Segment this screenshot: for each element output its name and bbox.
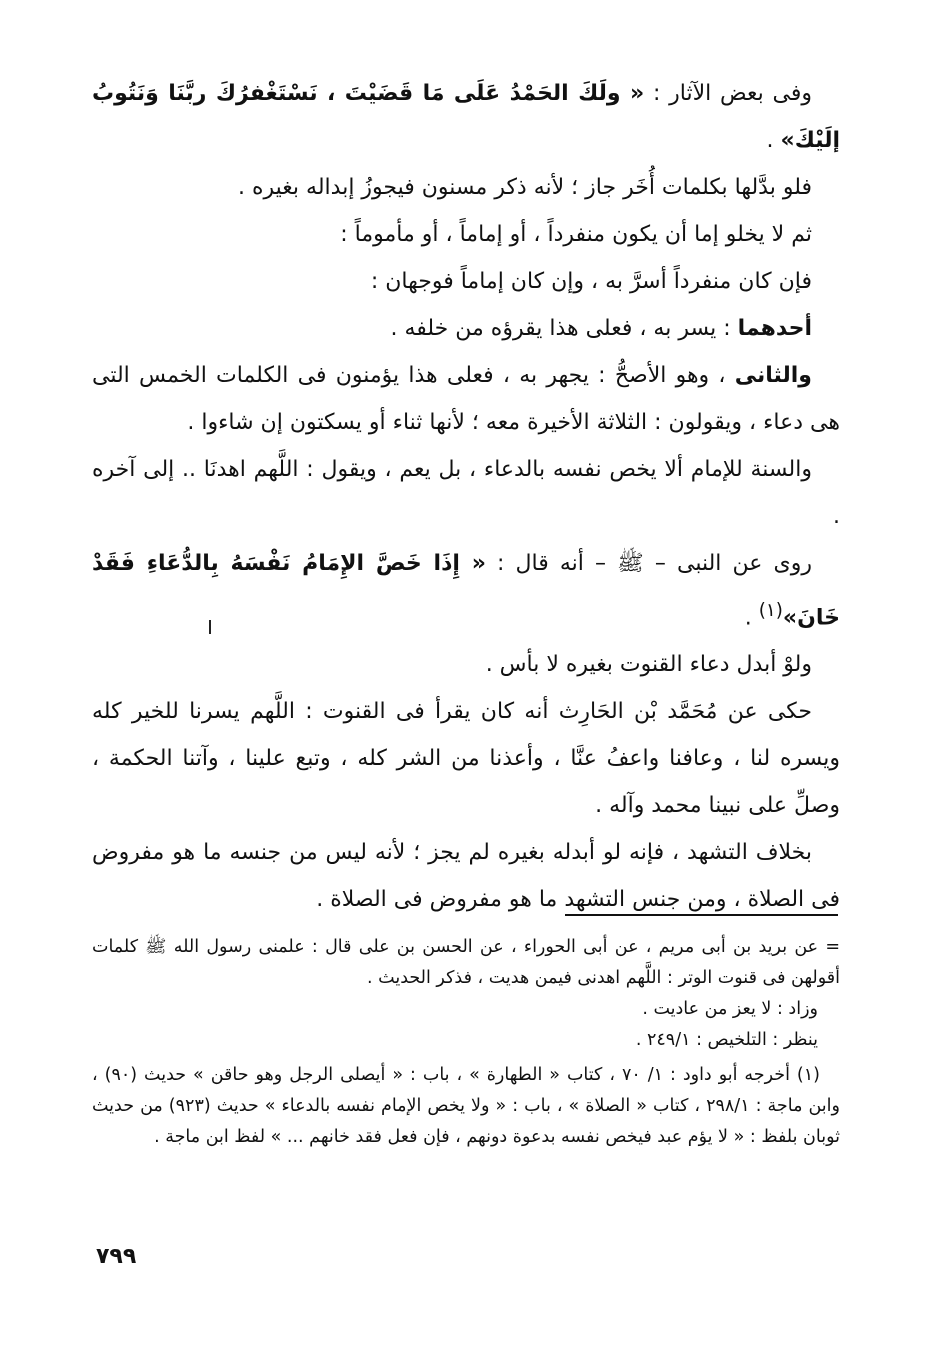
paragraph-cases: ثم لا يخلو إما أن يكون منفرداً ، أو إماماً ، أو مأموماً : (340, 222, 812, 247)
paragraph-second-view (92, 352, 840, 446)
second-view-text: ، وهو الأصحُّ : يجهر به ، فعلى هذا يؤمنون فى الكلمات الخمس التى هى دعاء ، ويقولون : الثلاثة الأخيرة معه ؛ لأنها ثناء أو يسكتون إن شاءوا . (92, 363, 840, 435)
hadith-end: . (744, 605, 759, 631)
paragraph-qunut: ولوْ أبدل دعاء القنوت بغيره لا بأس . (485, 652, 812, 678)
main-text (92, 70, 840, 923)
paragraph-substitution: فلو بدَّلها بكلمات أُخَر جاز ؛ لأنه ذكر مسنون فيجوزُ إبداله بغيره . (238, 175, 812, 200)
paragraph-athar (92, 70, 840, 164)
hadith-intro: روى عن النبى – ﷺ – أنه قال : (485, 551, 812, 576)
paragraph-hadith (92, 540, 840, 641)
paragraph-athar-end: . (766, 128, 781, 153)
footnotes (92, 932, 840, 1153)
paragraph-harith: حكى عن مُحَمَّد بْن الحَارِث أنه كان يقرأ فى القنوت : اللَّهم يسرنا للخير كله ويسره لنا ، وعافنا واعفُ عنَّا ، وأعذنا من الشر كله ، وتبع علينا ، وآتنا الحكمة ، وصلِّ على نبينا محمد وآله . (92, 699, 840, 819)
first-view-text: : يسر به ، فعلى هذا يقرؤه من خلفه . (390, 316, 738, 341)
paragraph-first-view (92, 305, 840, 352)
paragraph-alone: فإن كان منفرداً أسرَّ به ، وإن كان إماماً فوجهان : (370, 269, 812, 294)
first-view-label: أحدهما (737, 316, 812, 341)
second-view-label: والثانى (734, 363, 812, 388)
footnote-1: (١) أخرجه أبو داود : ١/ ٧٠ ، كتاب « الطهارة » ، باب : « أيصلى الرجل وهو حاقن » حديث (٩٠) ، وابن ماجة : ٢٩٨/١ ، كتاب « الصلاة » ، باب : « ولا يخص الإمام نفسه بالدعاء » حديث (٩٢٣) من حديث ثوبان بلفظ : « لا يؤم عبد فيخص نفسه بدعوة دونهم ، فإن فعل فقد خانهم ... » لفظ ابن ماجة . (92, 1065, 840, 1147)
footnote-divider (565, 914, 838, 916)
footnote-ref-1[interactable]: (١) (758, 600, 783, 621)
stray-mark (209, 620, 211, 634)
paragraph-sunnah: والسنة للإمام ألا يخص نفسه بالدعاء ، بل يعم ، ويقول : اللَّهم اهدنَا .. إلى آخره . (92, 457, 840, 529)
paragraph-athar-intro: وفى بعض الآثار : (644, 81, 812, 106)
hadith-quote: « إِذَا خَصَّ الإِمَامُ نَفْسَهُ بِالدُّعَاءِ فَقَدْ خَانَ» (92, 551, 840, 631)
athar-quote: « ولَكَ الحَمْدُ عَلَى مَا قَضَيْتَ ، نَسْتَغْفرُكَ ربَّنَا وَنَتُوبُ إلَيْكَ» (92, 81, 840, 153)
footnote-continuation: = عن بريد بن أبى مريم ، عن أبى الحوراء ، عن الحسن بن على قال : علمنى رسول الله ﷺ كلمات أقولهن فى قنوت الوتر : اللَّهم اهدنى فيمن هديت ، فذكر الحديث . (92, 937, 840, 988)
footnote-addition: وزاد : لا يعز من عاديت . (642, 999, 818, 1019)
page-number: ٧٩٩ (96, 1244, 137, 1269)
paragraph-tashahhud: بخلاف التشهد ، فإنه لو أبدله بغيره لم يجز ؛ لأنه ليس من جنسه ما هو مفروض فى الصلاة ، ومن جنس التشهد ما هو مفروض فى الصلاة . (92, 840, 840, 913)
footnote-reference: ينظر : التلخيص : ٢٤٩/١ . (635, 1030, 818, 1050)
